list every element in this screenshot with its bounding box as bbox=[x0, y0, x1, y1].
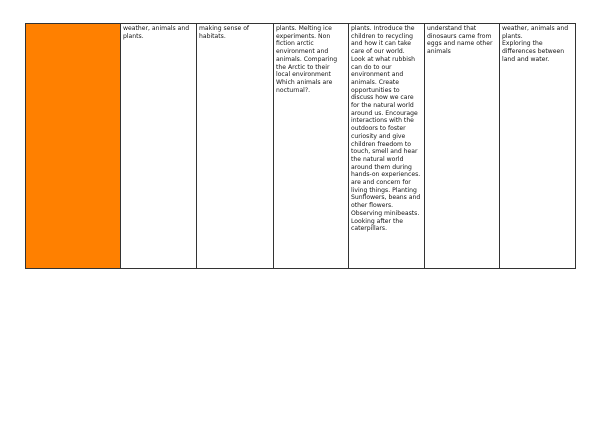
table-cell-recycling: plants. Introduce the children to recycling and how it can take care of our world. Look at what rubbish can do to our environment and animals. Create opportunities to discuss how we care for the natural world around us. Encourage interactions with the outdoors to foster curiosity and give children freedom to touch, smell and hear the natural world around them during hands-on experiences. are and concern for living things. Planting Sunflowers, beans and other flowers. Observing minibeasts. Looking after the caterpillars. bbox=[349, 24, 425, 269]
table-cell-arctic: plants. Melting ice experiments. Non fiction arctic environment and animals. Comparing the Arctic to their local environment Which animals are nocturnal?. bbox=[274, 24, 349, 269]
highlight-cell bbox=[26, 24, 121, 269]
table-cell-land-and-water: weather, animals and plants. Exploring the differences between land and water. bbox=[500, 24, 576, 269]
curriculum-table bbox=[25, 23, 576, 269]
table-cell-dinosaurs: understand that dinosaurs came from eggs and name other animals bbox=[425, 24, 500, 269]
table-cell-understanding-the-world: weather, animals and plants. bbox=[121, 24, 197, 269]
table-cell-habitats: making sense of habitats. bbox=[197, 24, 274, 269]
table-row bbox=[26, 24, 576, 269]
